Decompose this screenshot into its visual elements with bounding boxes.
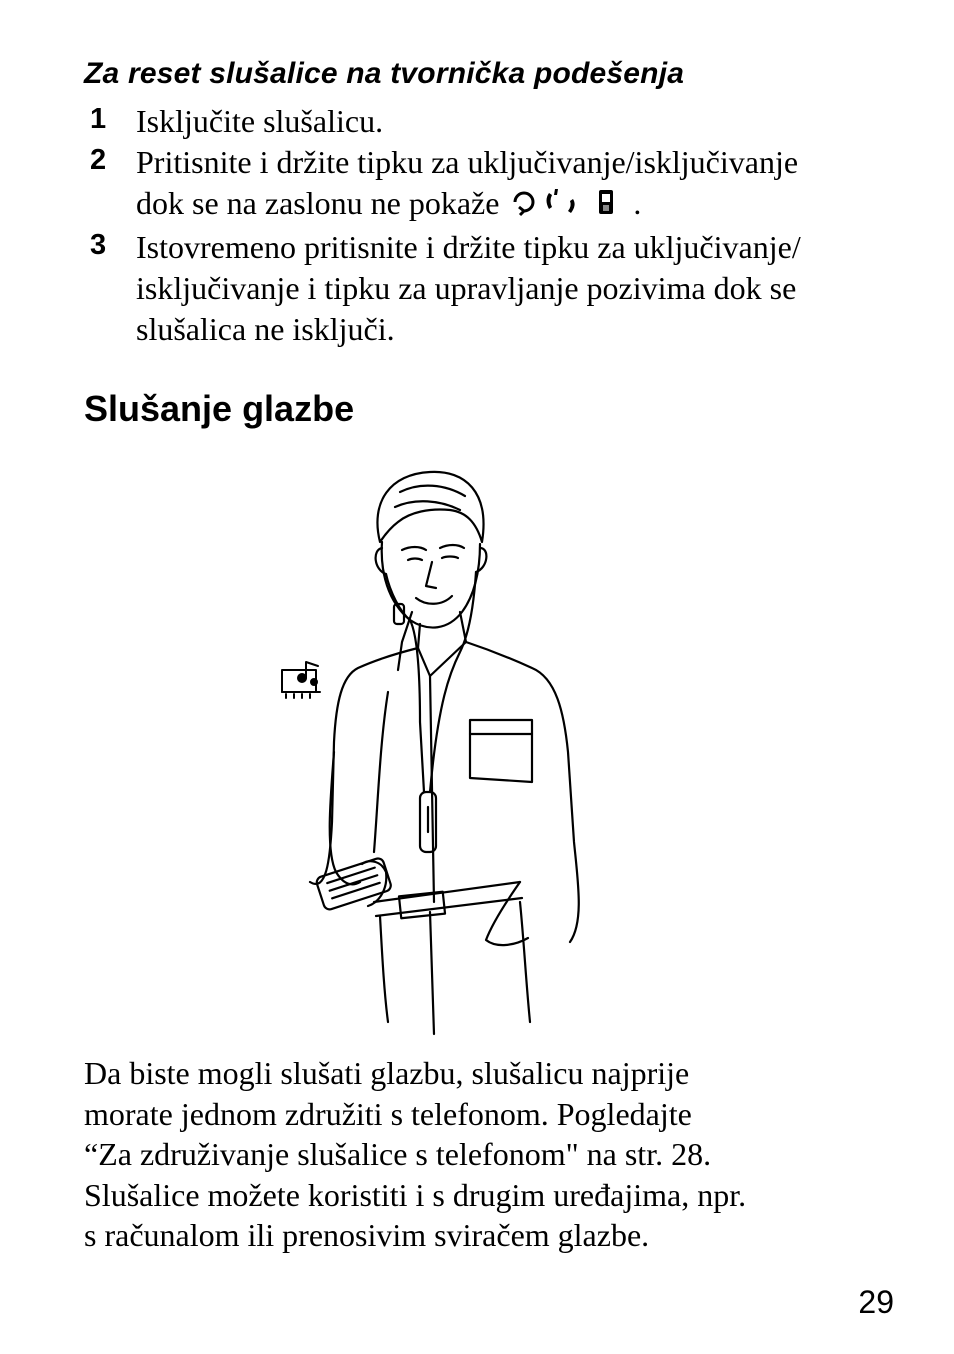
step-line-with-icons	[136, 183, 914, 227]
step-text	[136, 142, 914, 227]
reset-indicator-icons	[511, 186, 623, 227]
step-line: isključivanje i tipku za upravljanje pozivima dok se	[136, 270, 797, 307]
paragraph-line: “Za združivanje slušalice s telefonom" na str. 28.	[84, 1136, 712, 1172]
step-text	[136, 227, 914, 350]
paragraph-line: s računalom ili prenosivim sviračem glazbe.	[84, 1217, 650, 1253]
step-text	[136, 101, 914, 142]
circular-arrows-icon	[515, 193, 533, 215]
section-heading: Slušanje glazbe	[84, 388, 355, 429]
step-line: Pritisnite i držite tipku za uključivanje/isključivanje	[136, 144, 799, 180]
paragraph-line: Da biste mogli slušati glazbu, slušalicu najprije	[84, 1055, 690, 1091]
paragraph-line: morate jednom združiti s telefonom. Pogledajte	[84, 1095, 692, 1132]
step-number: 2	[90, 144, 107, 176]
reset-steps-list	[84, 101, 914, 350]
headset-device-icon	[599, 190, 613, 214]
section-subheading: Za reset slušalice na tvornička podešenja	[84, 57, 685, 90]
step-1	[84, 101, 914, 142]
step-number: 1	[90, 103, 107, 135]
phone-handset-icon	[547, 189, 575, 213]
media-player-icon	[282, 662, 320, 698]
step-line: Istovremeno pritisnite i držite tipku za uključivanje/	[136, 229, 801, 266]
step-line: slušalica ne isključi.	[136, 311, 395, 348]
step-line-prefix: dok se na zaslonu ne pokaže	[136, 185, 500, 221]
step-line: Isključite slušalicu.	[136, 103, 384, 139]
page-number: 29	[858, 1284, 894, 1320]
paragraph-line: Slušalice možete koristiti i s drugim uređajima, npr.	[84, 1176, 747, 1213]
step-2	[84, 142, 914, 227]
man-with-headset-illustration	[270, 462, 620, 1037]
music-paragraph	[84, 1053, 884, 1256]
step-number: 3	[90, 229, 107, 262]
step-line-suffix: .	[633, 185, 642, 221]
step-3	[84, 227, 914, 350]
